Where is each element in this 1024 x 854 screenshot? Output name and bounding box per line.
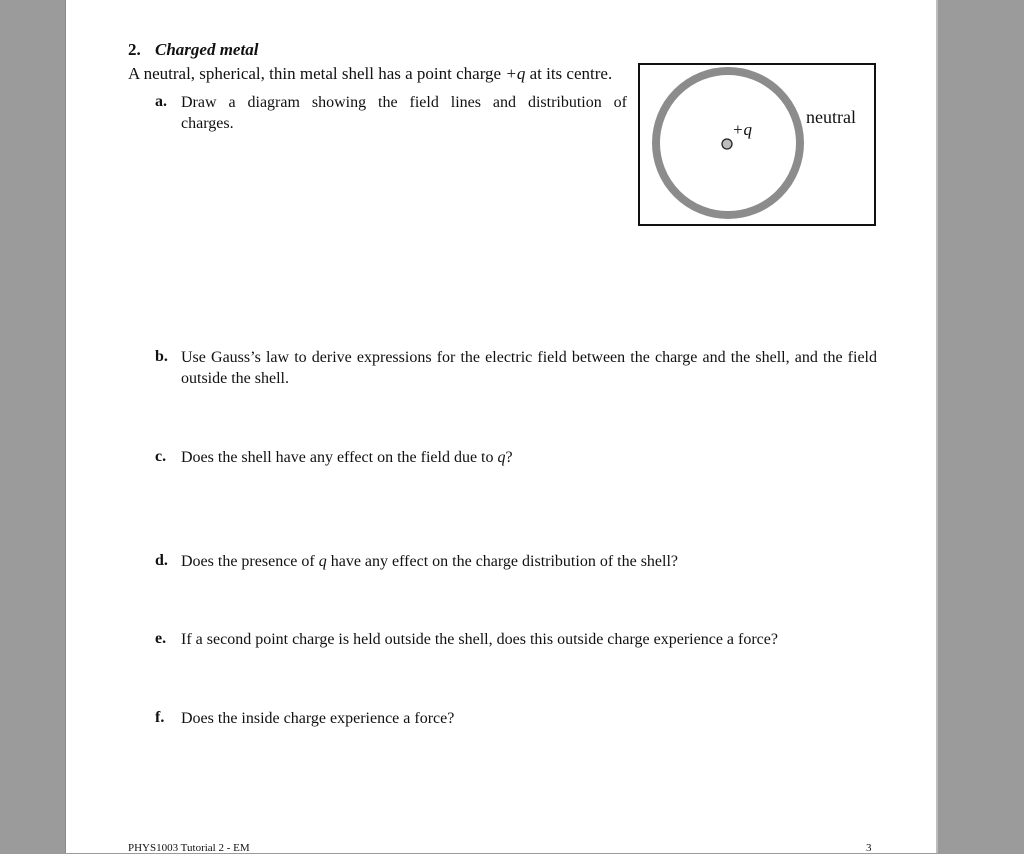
part-d-text-prefix: Does the presence of xyxy=(181,553,319,570)
neutral-label: neutral xyxy=(806,107,856,127)
diagram-frame xyxy=(639,64,875,225)
part-a-text-line2: charges. xyxy=(181,115,234,132)
part-e-label: e. xyxy=(155,630,167,647)
point-charge xyxy=(722,139,732,149)
part-d-text xyxy=(181,551,678,572)
part-c-text xyxy=(181,447,513,468)
intro-charge: +q xyxy=(505,64,526,83)
part-d-label: d. xyxy=(155,552,168,569)
part-c-var: q xyxy=(497,449,506,466)
part-b-text: Use Gauss’s law to derive expressions for the electric field between the charge and the shell, and the field outside the shell. xyxy=(181,349,877,387)
intro-prefix: A neutral, spherical, thin metal shell has a point charge xyxy=(128,64,506,83)
part-c-text-prefix: Does the shell have any effect on the field due to xyxy=(181,449,498,466)
question-title: Charged metal xyxy=(155,40,259,59)
charge-label: +q xyxy=(732,120,752,139)
question-intro xyxy=(128,64,612,84)
part-d-text-suffix: have any effect on the charge distribution of the shell? xyxy=(326,553,679,570)
part-a-label: a. xyxy=(155,93,167,110)
footer-page-number: 3 xyxy=(866,842,872,854)
part-c-text-suffix: ? xyxy=(505,449,513,466)
part-a-text-line1: Draw a diagram showing the field lines and distribution of xyxy=(181,94,627,111)
intro-suffix: at its centre. xyxy=(525,64,613,83)
shell-diagram xyxy=(638,63,876,226)
part-d-var: q xyxy=(318,553,327,570)
part-f-text: Does the inside charge experience a force? xyxy=(181,710,455,727)
question-number: 2. xyxy=(128,40,141,59)
footer-course-label: PHYS1003 Tutorial 2 - EM xyxy=(128,842,250,854)
page-edge-left xyxy=(65,0,66,853)
part-b-label: b. xyxy=(155,348,168,365)
page-edge-right xyxy=(936,0,938,853)
part-e-text: If a second point charge is held outside the shell, does this outside charge experience a force? xyxy=(181,631,778,648)
part-f-label: f. xyxy=(155,709,165,726)
part-c-label: c. xyxy=(155,448,167,465)
